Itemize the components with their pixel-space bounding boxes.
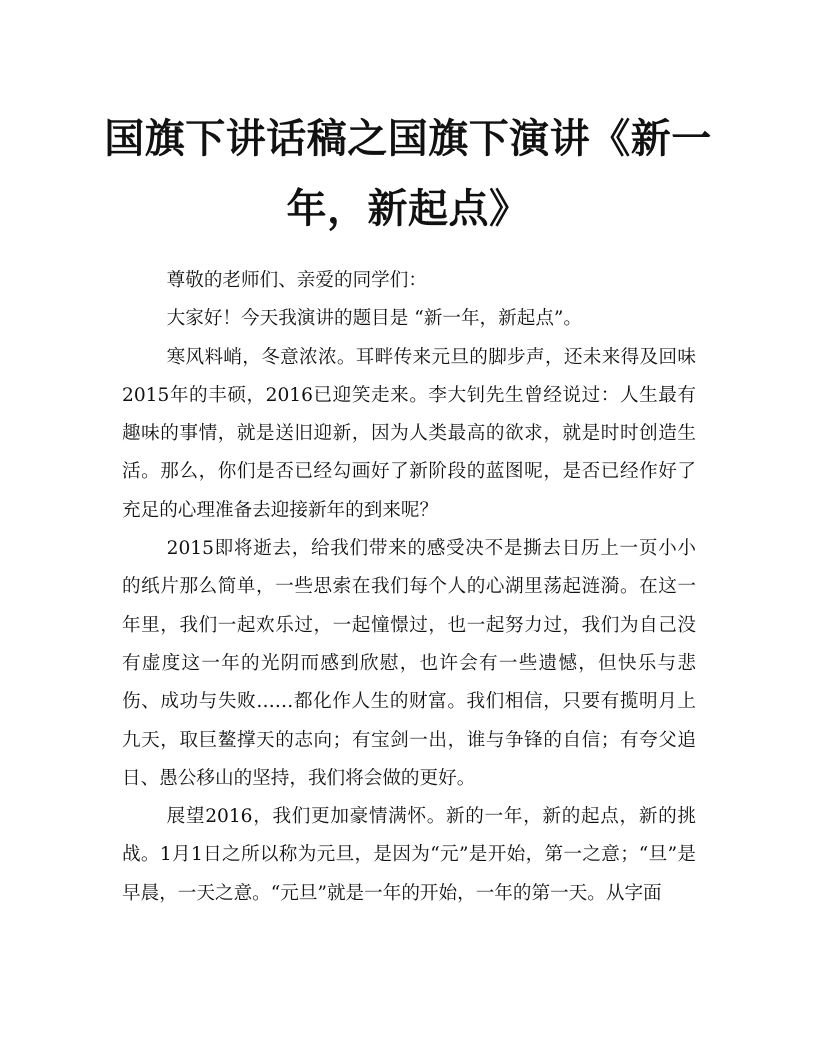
- body-paragraph: 展望2016，我们更加豪情满怀。新的一年，新的起点，新的挑战。1月1日之所以称为元旦，是因为“元”是开始，第一之意；“旦”是早晨，一天之意。“元旦”就是一年的开始，一年的第一天。从字面: [122, 806, 696, 904]
- salutation: 尊敬的老师们、亲爱的同学们：: [166, 270, 427, 291]
- document-title: 国旗下讲话稿之国旗下演讲《新一年，新起点》: [104, 115, 712, 232]
- document-body: [122, 262, 696, 913]
- body-paragraph: 寒风料峭，冬意浓浓。耳畔传来元旦的脚步声，还未来得及回味2015年的丰硕，2016已迎笑走来。李大钊先生曾经说过：人生最有趣味的事情，就是送旧迎新，因为人类最高的欲求，就是时时创造生活。那么，你们是否已经勾画好了新阶段的蓝图呢，是否已经作好了充足的心理准备去迎接新年的到来呢？: [122, 346, 696, 521]
- body-paragraph: 2015即将逝去，给我们带来的感受决不是撕去日历上一页小小的纸片那么简单，一些思索在我们每个人的心湖里荡起涟漪。在这一年里，我们一起欢乐过，一起憧憬过，也一起努力过，我们为自己没有虚度这一年的光阴而感到欣慰，也许会有一些遗憾，但快乐与悲伤、成功与失败……都化作人生的财富。我们相信，只要有揽明月上九天，取巨鳌撑天的志向；有宝剑一出，谁与争锋的自信；有夸父追日、愚公移山的坚持，我们将会做的更好。: [122, 538, 696, 789]
- greeting-paragraph: 大家好！今天我演讲的题目是 “新一年，新起点”。: [166, 308, 583, 330]
